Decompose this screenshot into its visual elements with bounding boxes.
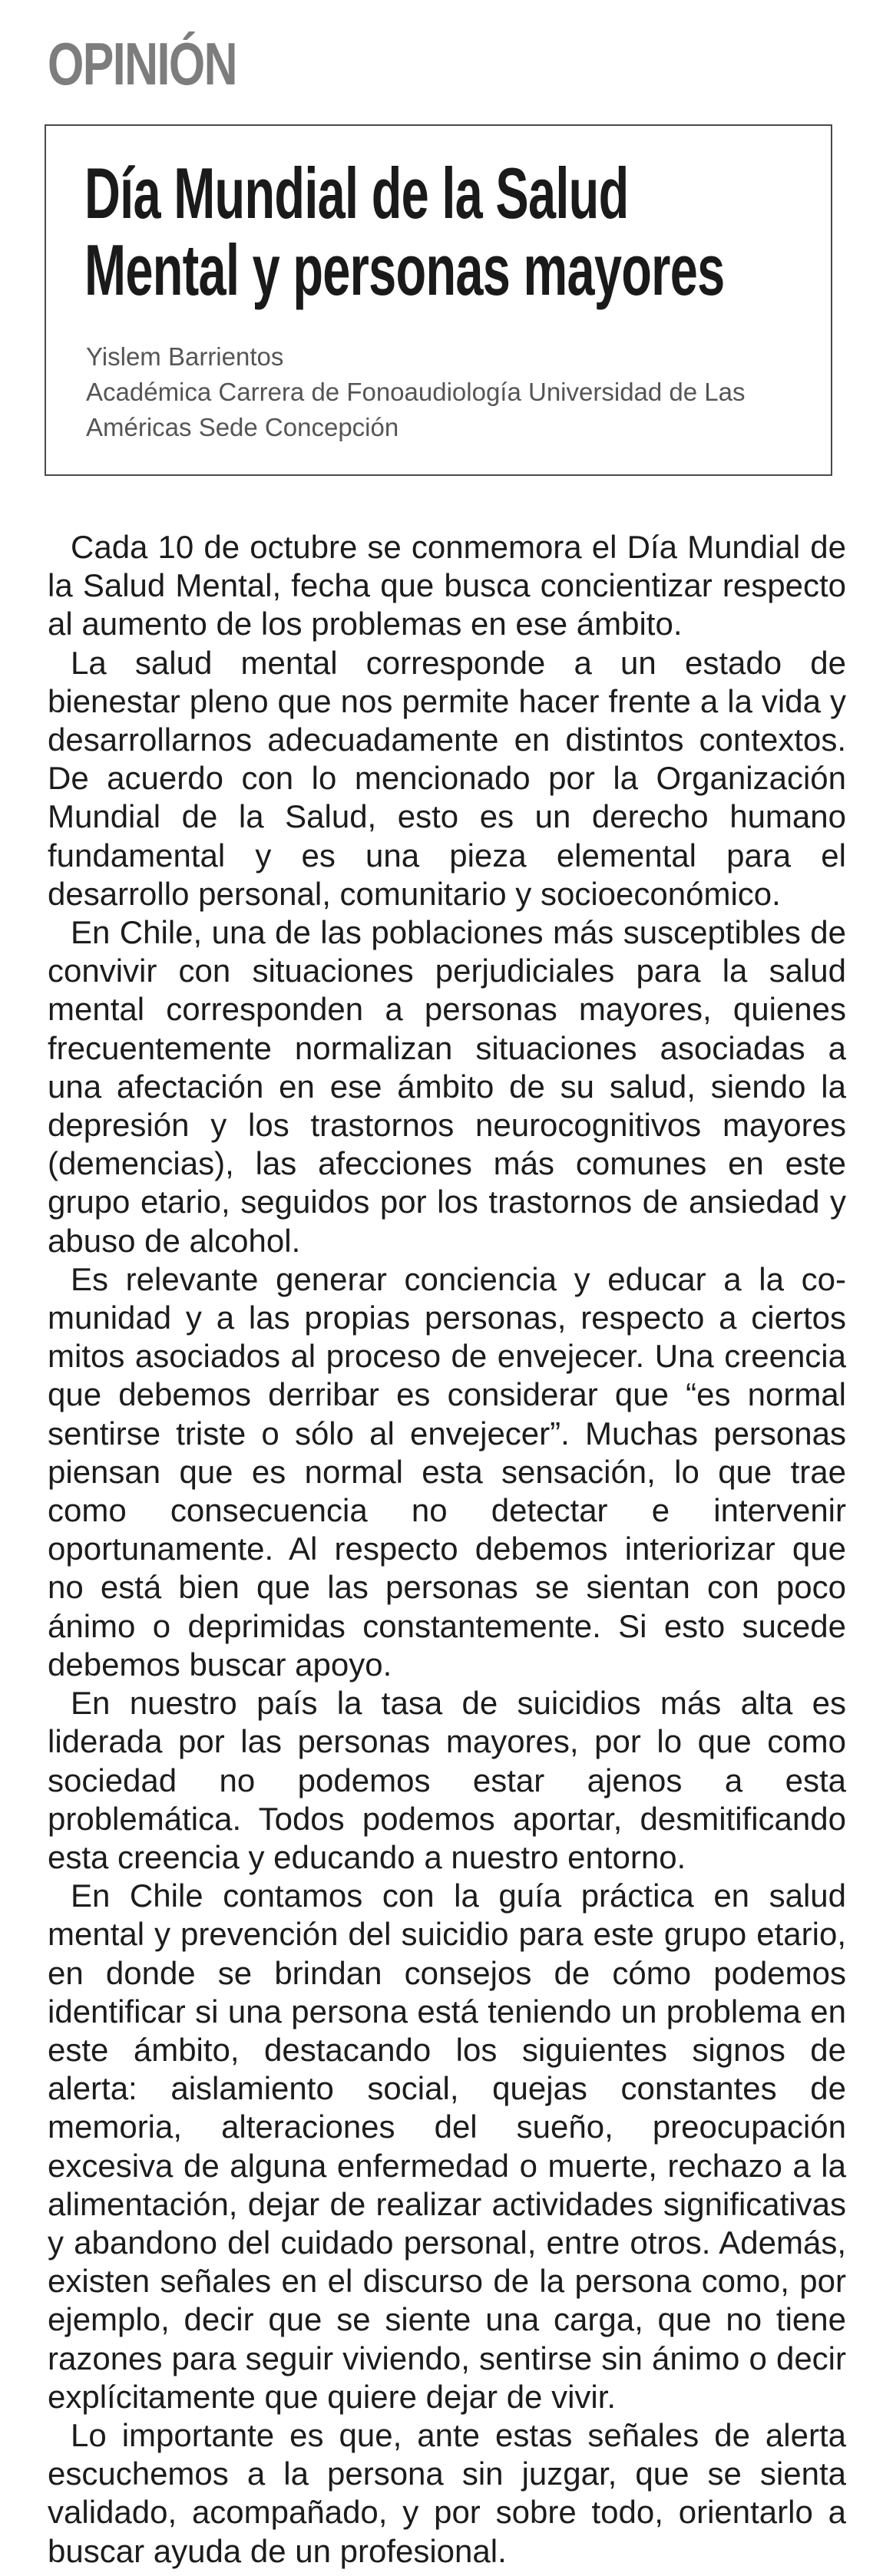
paragraph-4: Es relevante generar conciencia y educar a la comunidad y a las propias personas, respecto a ciertos mitos asociados al proceso de envejecer. Una creencia que debemos derribar es considerar que “es normal sentirse triste o sólo al envejecer”. Muchas personas piensan que es normal esta sensación, lo que trae como consecuencia no detectar e intervenir oportunamente. Al respecto debemos interiorizar que no está bien que las personas se sientan con poco ánimo o deprimidas constantemente. Si esto sucede debemos buscar apoyo. [48, 1260, 846, 1683]
paragraph-1: Cada 10 de octubre se conmemora el Día Mundial de la Salud Mental, fecha que busca concientizar respecto al aumento de los problemas en ese ámbito. [48, 529, 846, 642]
headline-box [45, 124, 832, 476]
paragraph-2: La salud mental corresponde a un estado de bienestar pleno que nos permite hacer frente a la vida y desarrollarnos adecuadamente en distintos contextos. De acuerdo con lo mencionado por la Organización Mundial de la Salud, esto es un derecho humano fundamental y es una pieza elemental para el desarrollo personal, comunitario y socioeconómico. [48, 644, 846, 912]
headline-line-1: Día Mundial de la Salud [84, 153, 629, 233]
paragraph-3: En Chile, una de las poblaciones más susceptibles de convivir con situaciones perjudiciales para la salud mental corresponden a personas mayores, quienes frecuentemente normalizan situaciones asociadas a una afectación en ese ámbito de su salud, siendo la depresión y los trastornos neurocognitivos mayores (demencias), las afecciones más comunes en este grupo etario, seguidos por los trastornos de ansiedad y abuso de alcohol. [48, 914, 846, 1259]
author-affiliation-line-2: Américas Sede Concepción [86, 413, 399, 441]
paragraph-7: Lo importante es que, ante estas señales de alerta escuchemos a la persona sin juzgar, que se sienta validado, acompañado, y por sobre todo, orientarlo a buscar ayuda de un profesional. [48, 2416, 846, 2569]
section-label: OPINIÓN [48, 30, 236, 97]
article-body [48, 528, 846, 2571]
paragraph-5: En nuestro país la tasa de suicidios más alta es liderada por las personas mayores, por lo que como sociedad no podemos estar ajenos a esta problemática. Todos podemos aportar, desmitificando esta creencia y educando a nuestro entorno. [48, 1685, 846, 1875]
headline [84, 155, 826, 309]
author-affiliation-line-1: Académica Carrera de Fonoaudiología Universidad de Las [86, 378, 746, 406]
author-name: Yislem Barrientos [86, 342, 284, 371]
paragraph-6: En Chile contamos con la guía práctica en salud mental y prevención del suicidio para este grupo etario, en donde se brindan consejos de cómo podemos identificar si una persona está teniendo un problema en este ámbito, destacando los siguientes signos de alerta: aislamiento social, quejas constantes de memoria, alteraciones del sueño, preocupación excesiva de alguna enfermedad o muerte, rechazo a la alimentación, dejar de realizar actividades significativas y abandono del cuidado personal, entre otros. Además, existen señales en el discurso de la persona como, por ejemplo, decir que se siente una carga, que no tiene razones para seguir viviendo, sentirse sin ánimo o decir explícitamente que quiere dejar de vivir. [48, 1878, 846, 2415]
headline-line-2: Mental y personas mayores [84, 230, 725, 310]
byline [86, 339, 823, 445]
